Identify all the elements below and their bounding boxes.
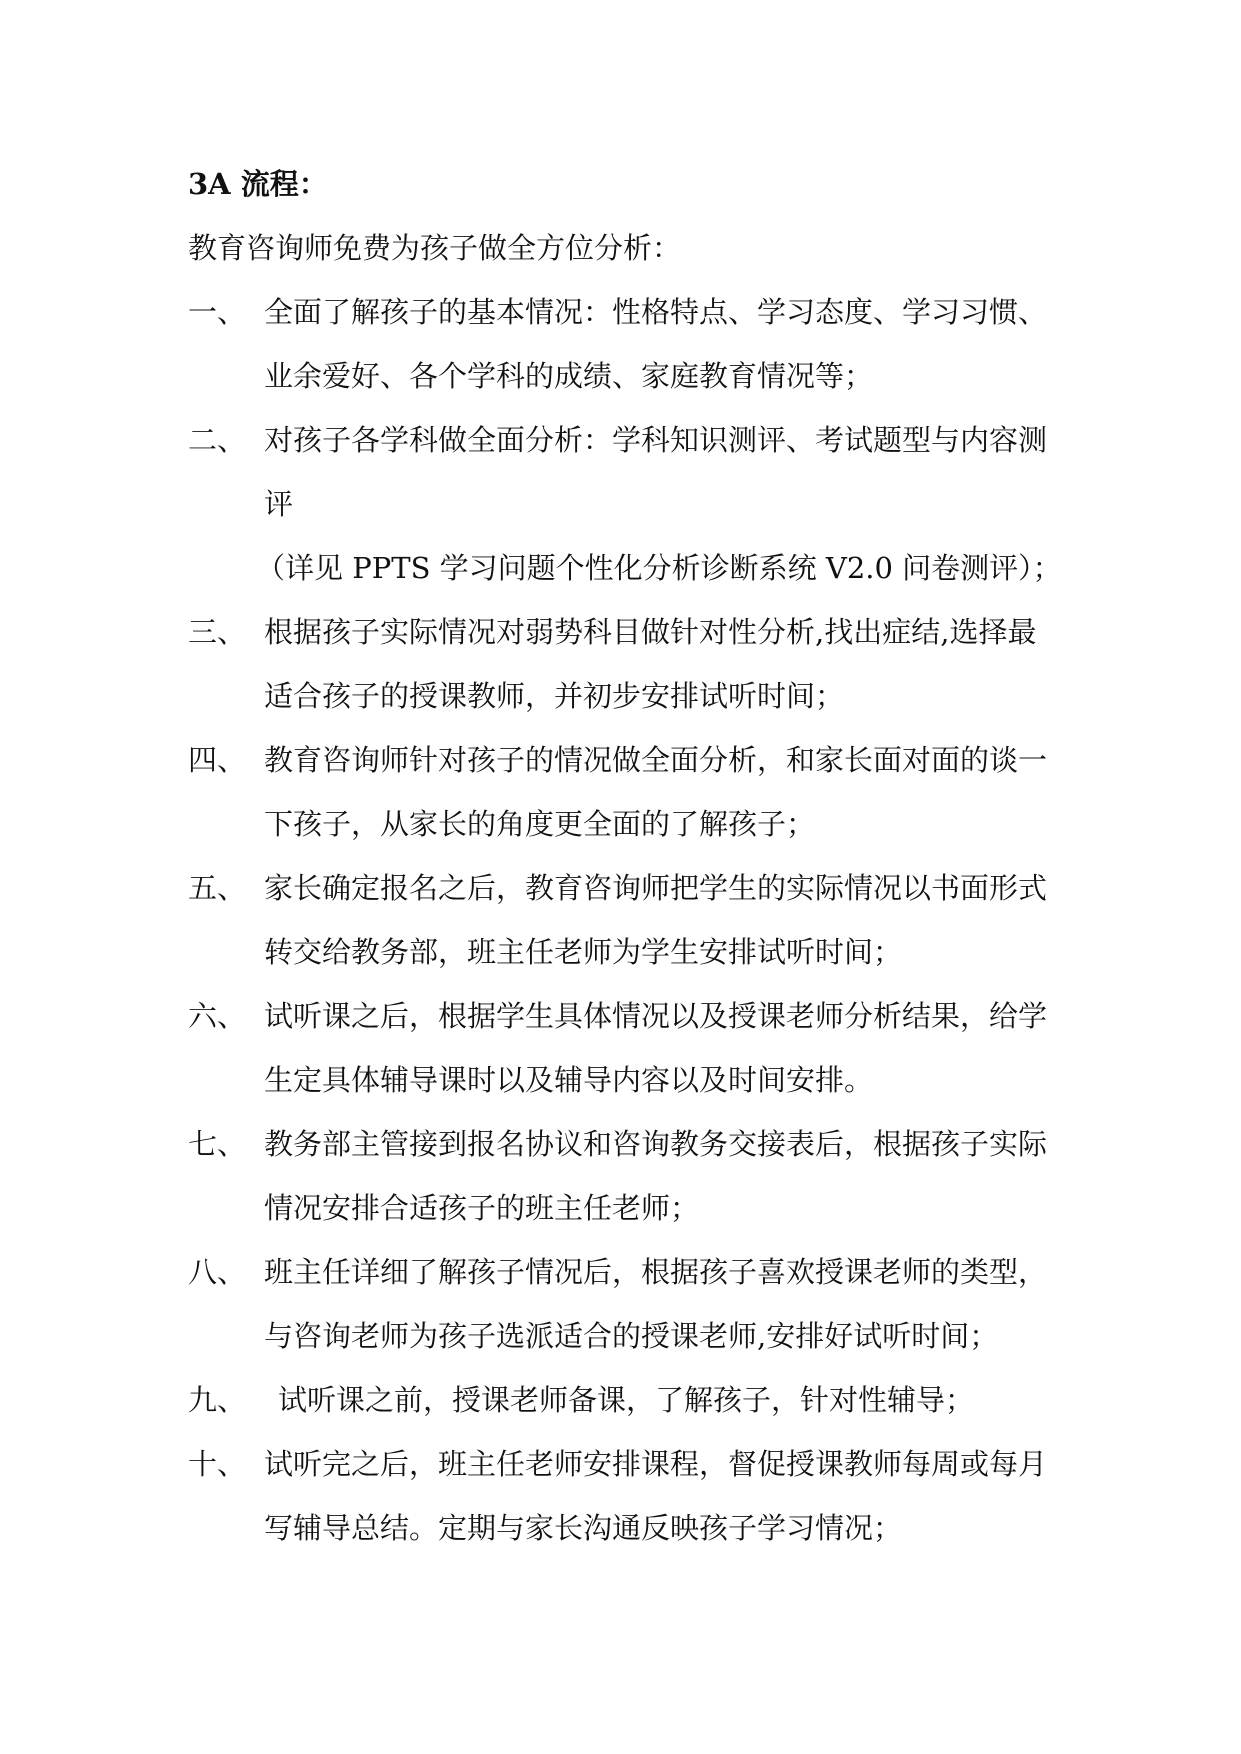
list-marker: 二、 [188,423,247,457]
list-marker: 三、 [188,615,247,649]
list-item-text: 转交给教务部，班主任老师为学生安排试听时间； [264,935,903,969]
document-title: 3A 流程： [188,167,328,201]
intro-text: 教育咨询师免费为孩子做全方位分析： [188,231,682,265]
list-marker: 十、 [188,1447,247,1481]
list-marker: 四、 [188,743,247,777]
list-item-text: 业余爱好、各个学科的成绩、家庭教育情况等； [264,359,874,393]
list-marker: 八、 [188,1255,247,1289]
list-item-text: 情况安排合适孩子的班主任老师； [264,1191,700,1225]
list-item-text: （详见 PPTS 学习问题个性化分析诊断系统 V2.0 问卷测评）； [256,551,1062,585]
list-item-text: 与咨询老师为孩子选派适合的授课老师,安排好试听时间； [264,1319,999,1353]
list-item-text: 试听完之后，班主任老师安排课程，督促授课教师每周或每月 [264,1447,1048,1481]
list-item-text: 试听课之后，根据学生具体情况以及授课老师分析结果，给学 [264,999,1048,1033]
list-item-text: 写辅导总结。定期与家长沟通反映孩子学习情况； [264,1511,903,1545]
list-marker: 六、 [188,999,247,1033]
list-marker: 九、 [188,1383,247,1417]
list-item-text: 班主任详细了解孩子情况后，根据孩子喜欢授课老师的类型， [264,1255,1048,1289]
list-item-text: 生定具体辅导课时以及辅导内容以及时间安排。 [264,1063,874,1097]
list-item-text: 根据孩子实际情况对弱势科目做针对性分析,找出症结,选择最 [264,615,1037,649]
list-item-text: 全面了解孩子的基本情况：性格特点、学习态度、学习习惯、 [264,295,1048,329]
list-marker: 五、 [188,871,247,905]
list-item-text: 教育咨询师针对孩子的情况做全面分析，和家长面对面的谈一 [264,743,1048,777]
list-item-text: 评 [264,487,294,521]
list-item-text: 试听课之前，授课老师备课，了解孩子，针对性辅导； [278,1383,975,1417]
list-marker: 一、 [188,295,247,329]
list-item-text: 教务部主管接到报名协议和咨询教务交接表后，根据孩子实际 [264,1127,1048,1161]
list-item-text: 下孩子，从家长的角度更全面的了解孩子； [264,807,816,841]
list-marker: 七、 [188,1127,247,1161]
list-item-text: 对孩子各学科做全面分析：学科知识测评、考试题型与内容测 [264,423,1048,457]
list-item-text: 适合孩子的授课教师，并初步安排试听时间； [264,679,845,713]
list-item-text: 家长确定报名之后，教育咨询师把学生的实际情况以书面形式 [264,871,1048,905]
